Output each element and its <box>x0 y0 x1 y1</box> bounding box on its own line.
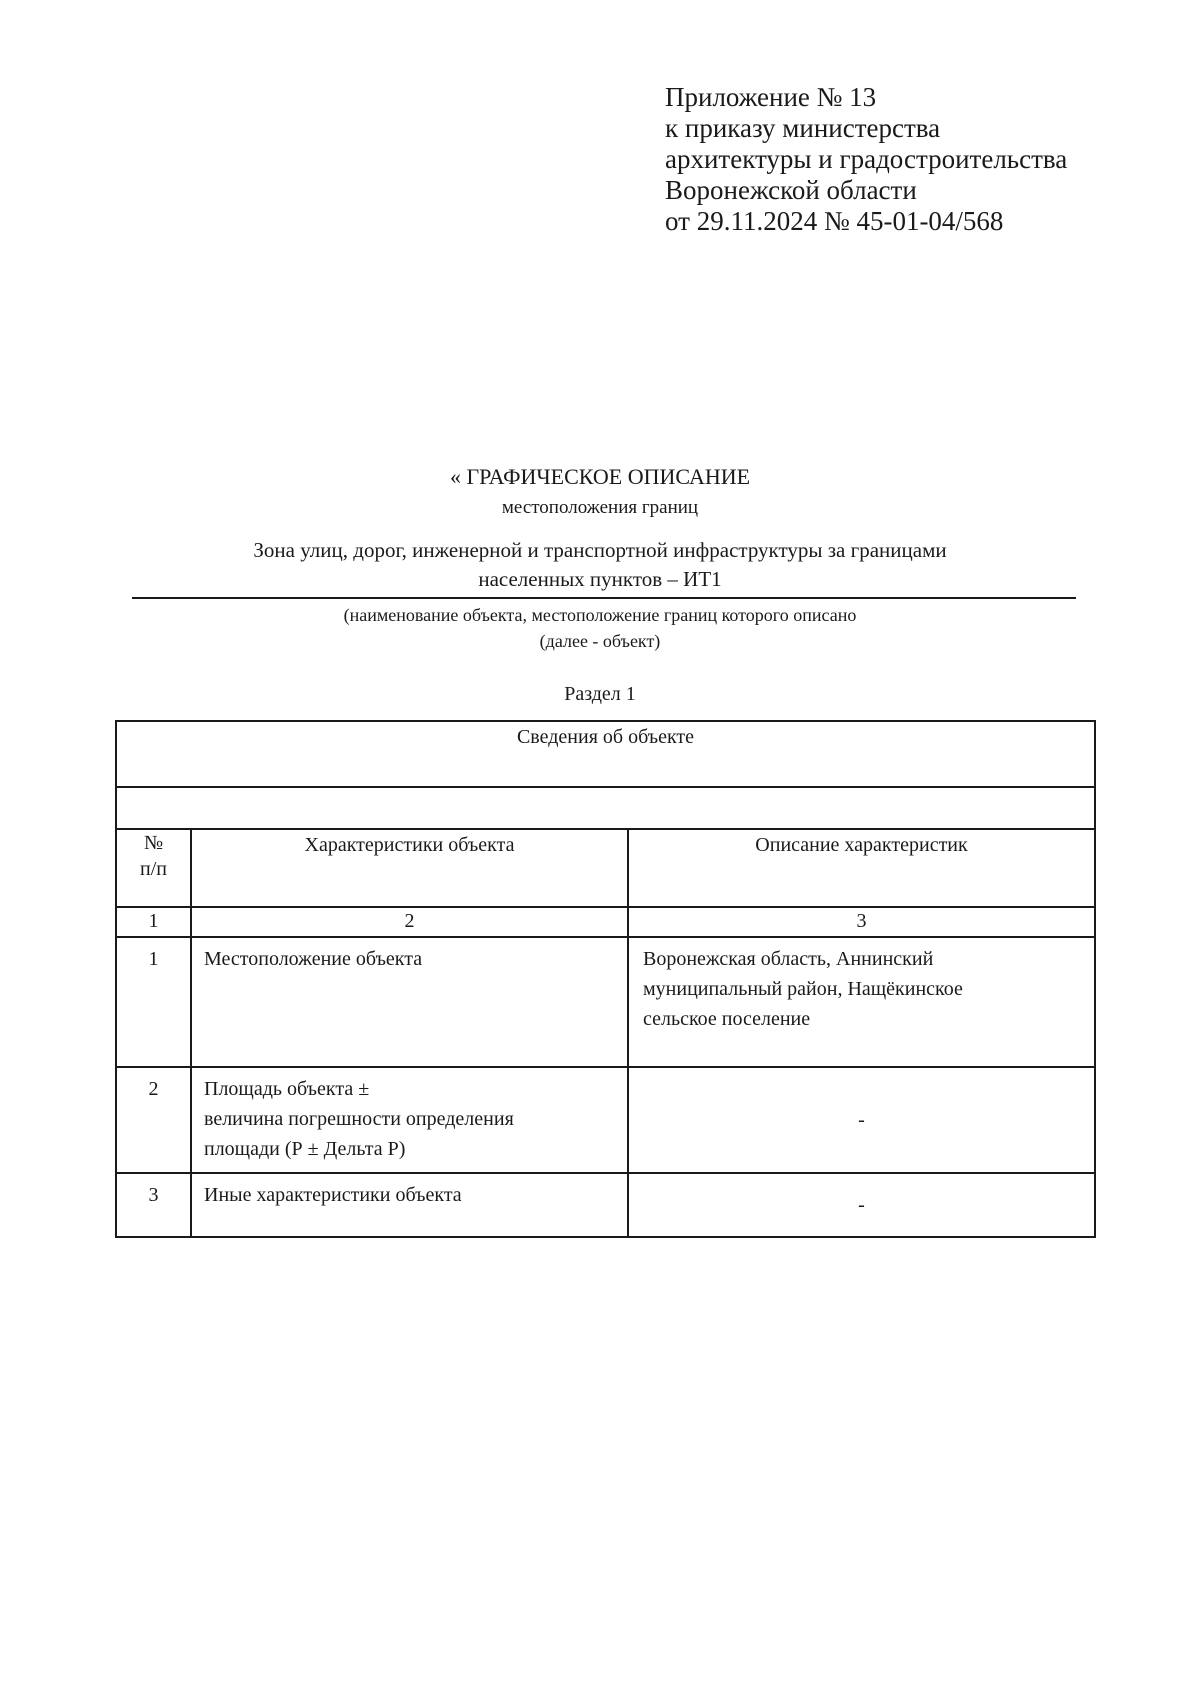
description-line: сельское поселение <box>643 1008 811 1030</box>
row-characteristic <box>191 1067 628 1173</box>
appendix-header <box>665 82 1067 237</box>
header-num-line: № <box>143 832 164 854</box>
description-line: муниципальный район, Нащёкинское <box>643 978 963 1000</box>
column-index: 3 <box>628 907 1095 937</box>
column-index: 1 <box>116 907 191 937</box>
header-description: Описание характеристик <box>628 829 1095 907</box>
empty-cell <box>116 787 1095 829</box>
table-header-row <box>116 829 1095 907</box>
row-number: 2 <box>116 1067 191 1173</box>
column-index: 2 <box>191 907 628 937</box>
characteristic-line: величина погрешности определения <box>204 1108 514 1130</box>
document-title: « ГРАФИЧЕСКОЕ ОПИСАНИЕ <box>449 464 751 489</box>
object-name-line: Зона улиц, дорог, инженерной и транспортной инфраструктуры за границами <box>253 538 947 562</box>
appendix-line: Воронежской области <box>665 175 917 205</box>
table-row <box>116 1173 1095 1237</box>
description-line: Воронежская область, Аннинский <box>643 948 934 970</box>
characteristic-line: Иные характеристики объекта <box>204 1184 462 1206</box>
characteristic-line: площади (Р ± Дельта Р) <box>204 1138 406 1160</box>
appendix-line: Приложение № 13 <box>665 82 877 112</box>
table-index-row <box>116 907 1095 937</box>
object-name <box>0 536 1200 594</box>
table-row <box>116 1067 1095 1173</box>
table-empty-row <box>116 787 1095 829</box>
caption-line: (далее - объект) <box>539 631 661 651</box>
appendix-line: от 29.11.2024 № 45-01-04/568 <box>665 206 1004 236</box>
underline-rule <box>132 597 1076 599</box>
section-title: Раздел 1 <box>564 683 636 705</box>
table-caption: Сведения об объекте <box>116 721 1095 787</box>
object-info-table <box>115 720 1096 1238</box>
table-row <box>116 937 1095 1067</box>
header-num-line: п/п <box>140 858 167 880</box>
row-number: 3 <box>116 1173 191 1237</box>
document-subtitle: местоположения границ <box>501 497 699 518</box>
row-description: - <box>628 1173 1095 1237</box>
row-characteristic <box>191 1173 628 1237</box>
row-characteristic <box>191 937 628 1067</box>
caption-line: (наименование объекта, местоположение границ которого описано <box>343 605 857 625</box>
appendix-line: к приказу министерства <box>665 113 941 143</box>
header-num <box>116 829 191 907</box>
characteristic-line: Площадь объекта ± <box>204 1078 370 1100</box>
object-caption <box>0 602 1200 654</box>
appendix-line: архитектуры и градостроительства <box>665 144 1068 174</box>
row-number: 1 <box>116 937 191 1067</box>
row-description <box>628 937 1095 1067</box>
object-name-line: населенных пунктов – ИТ1 <box>478 567 722 591</box>
row-description: - <box>628 1067 1095 1173</box>
header-characteristics: Характеристики объекта <box>191 829 628 907</box>
characteristic-line: Местоположение объекта <box>204 948 423 970</box>
table-caption-row <box>116 721 1095 787</box>
